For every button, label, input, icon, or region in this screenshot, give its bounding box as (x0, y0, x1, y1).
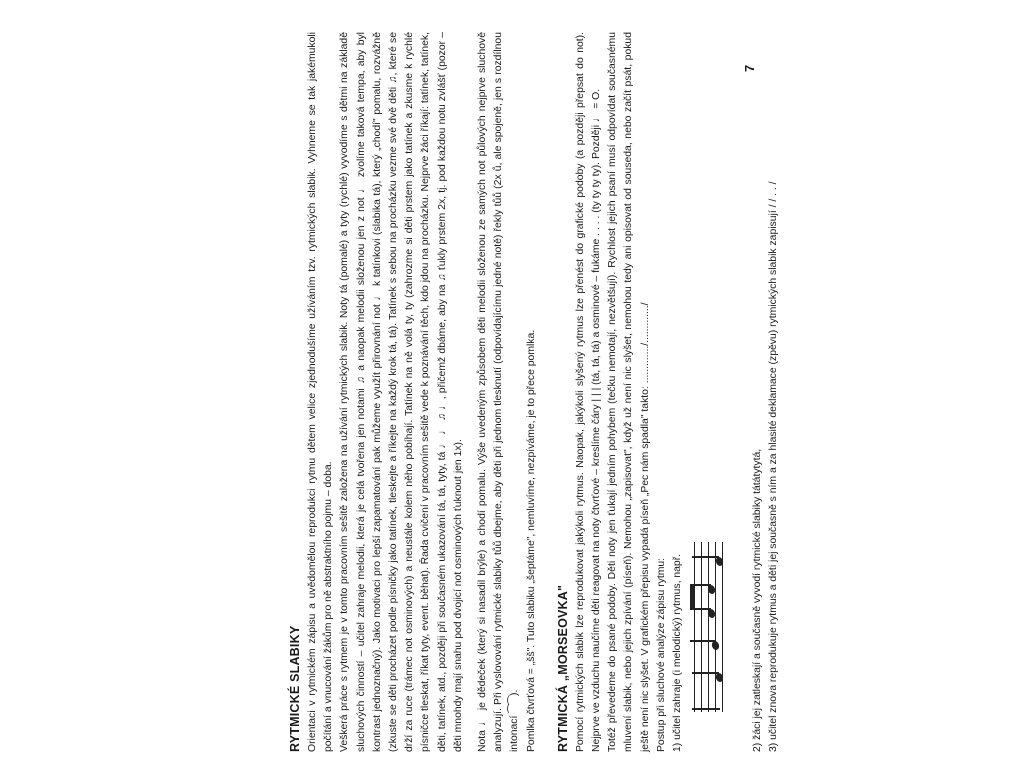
page-number: 7 (742, 64, 757, 72)
paragraph-dedecek: Nota ♩ je dědeček (který si nasadil brýle) a chodí pomalu. Výše uvedeným způsobem děti melodii složenou ze samých not půlových nejprve sluchově analyzují. Při vyslovování rytmické slabiky tůů dbejme, aby děti při jednom tlesknutí (odpovídajícímu jedné notě) řekly tůů (2x ů, ale spojeně, jen s rozdílnou intonací ⁀⁀). (477, 32, 521, 752)
page-content (288, 32, 783, 752)
step-1: 1) učitel zahraje (i melodický) rytmus, např. (672, 553, 684, 752)
paragraph-morseovka-intro: Pomocí rytmických slabik lze reprodukovat jakýkoli rytmus. Naopak, jakýkoli slyšený rytmus lze přenést do grafické podoby (a později přepsat do not). Nejprve ve vzduchu naučíme děti reagovat na noty čtvrťové – kreslíme čáry | | | (tá, tá, tá) a osminové – fukáme . . . . (ty ty ty ty). Později ♩ = O. (574, 32, 603, 752)
step-3: 3) učitel znova reprodukuje rytmus a děti jej současně s ním a za hlasité deklamace (zpěvu) rytmických slabik zapisují / / . . / (768, 181, 780, 752)
section-title-morseovka: RYTMICKÁ „MORSEOVKA" (555, 584, 570, 752)
step-2: 2) žáci jej zatleskají a současně vyvodí rytmické slabiky tátátytytá, (752, 448, 764, 752)
paragraph-psana-podoba: Totéž převedeme do psané podoby. Děti noty jen ťukají jedním pohybem (tečku nemotají, nezvětšují). Rychlost jejich psaní musí odpovídat současnému mluvení slabik, nebo jejich zpívání (píseň). Nemohou „zapisovat", když už není nic slyšet, nemohou tedy ani opisovat od souseda, nebo začít psát, pokud ještě není nic slyšet. V grafickém přepisu vypadá píseň „Pec nám spadla" takto: ............./............./ (607, 32, 651, 752)
section-title-rytmicke-slabiky: RYTMICKÉ SLABIKY (288, 625, 302, 752)
music-staff-example (690, 542, 740, 712)
paragraph-rytmicke-slabiky: Veškerá práce s rytmem je v tomto pracovním sešitě založena na užívání rytmických slabik. Noty tá (pomalé) a tyty (rychlé) vyvodíme s dětmi na základě sluchových činností – učitel zahraje melodii, která je celá tvořena jen notami ♫ a naopak melodii složenou jen z not ♩ zvolíme taková tempa, aby byl kontrast jednoznačný). Jako motivaci pro lepší zapamatování pak můžeme využít přirovnání not ♩ k tatínkovi (slabika tá), který „chodí" pomalu, rozvážně (zkuste se děti procházet podle písničky jako tatínek, tleskejte a říkejte na každý krok tá, tá). Tatínek s sebou na procházku vezme své dvě děti ♫, které se drží za ruce (trámec not osminových) a neustále kolem něho pobíhají. Tatínek na ně volá ty, ty (zahrozme si děti prstem jako tatínek a zkusme k rychlé písničce tleskat, říkat tyty, event. běhat). Řada cvičení v pracovním sešitě vede k poznávání těch, kdo jdou na procházku. Nejprve žáci říkají: tatínek, tatínek, děti, tatínek, atd., později při současném ukazování tá, tá, tyty, tá ♩ ♩ ♫ ♩, přičemž dbáme, aby na ♫ ťukly prstem 2x, tj. pod každou notu zvlášť (pozor – děti mnohdy mají snahu pod dvojicí not osminových ťuknout jen 1x). (339, 32, 464, 752)
rotated-document-page (272, 8, 780, 768)
paragraph-postup: Postup při sluchové analýze zápisu rytmu: (655, 557, 667, 752)
paragraph-pomlka: Pomlka čtvrťová = „šš". Tuto slabiku „šeptáme", nemluvíme, nezpíváme, je to přece pomlka. (525, 329, 537, 752)
paragraph-intro: Orientaci v rytmickém zápisu a uvědomělou reprodukci rytmu dětem velice zjednodušíme užíváním tzv. rytmických slabik. Vyhneme se tak jakémukoli počítání a vnucování žákům pro ně abstraktního pojmu – doba. (307, 32, 335, 752)
